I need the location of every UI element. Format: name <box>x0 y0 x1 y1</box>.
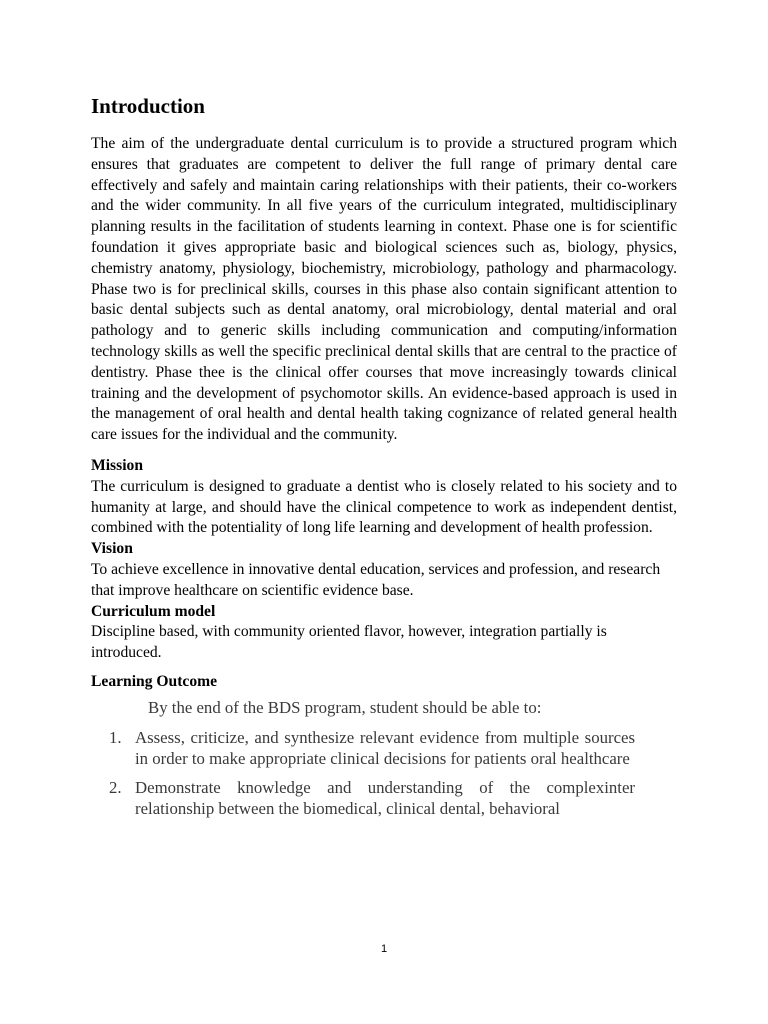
curriculum-model-text: Discipline based, with community oriented flavor, however, integration partially is introduced. <box>91 623 607 662</box>
curriculum-model-heading: Curriculum model <box>91 602 216 620</box>
document-page <box>91 92 677 827</box>
list-item-number: 2. <box>109 777 122 797</box>
vision-heading: Vision <box>91 540 133 558</box>
learning-outcome-intro: By the end of the BDS program, student should be able to: <box>148 697 542 717</box>
page-title: Introduction <box>91 94 205 118</box>
learning-outcome-list <box>91 727 677 819</box>
learning-outcome-heading: Learning Outcome <box>91 672 218 690</box>
list-item-text: Demonstrate knowledge and understanding of the complexinter relationship between the biomedical, clinical dental, behavioral <box>135 777 635 818</box>
page-number: 1 <box>380 943 388 955</box>
intro-paragraph: The aim of the undergraduate dental curriculum is to provide a structured program which ensures that graduates are competent to deliver the full range of primary dental care effectively and safely and maintain caring relationships with their patients, their co-workers and the wider community. In all five years of the curriculum integrated, multidisciplinary planning results in the facilitation of students learning in context. Phase one is for scientific foundation it gives appropriate basic and biological sciences such as, biology, physics, chemistry anatomy, physiology, biochemistry, microbiology, pathology and pharmacology. Phase two is for preclinical skills, courses in this phase also contain significant attention to basic dental subjects such as dental anatomy, oral microbiology, dental material and oral pathology and to generic skills including communication and computing/information technology skills as well the specific preclinical dental skills that are central to the practice of dentistry. Phase thee is the clinical offer courses that move increasingly towards clinical training and the development of psychomotor skills. An evidence-based approach is used in the management of oral health and dental health taking cognizance of related general health care issues for the individual and the community. <box>91 135 677 444</box>
list-item-text: Assess, criticize, and synthesize relevant evidence from multiple sources in order to make appropriate clinical decisions for patients oral healthcare <box>135 727 635 768</box>
mission-heading: Mission <box>91 456 143 474</box>
list-item <box>91 727 635 769</box>
list-item-number: 1. <box>109 727 122 747</box>
list-item <box>91 777 635 819</box>
vision-text: To achieve excellence in innovative dental education, services and profession, and research that improve healthcare on scientific evidence base. <box>91 560 661 599</box>
mission-text: The curriculum is designed to graduate a dentist who is closely related to his society and to humanity at large, and should have the clinical competence to work as independent dentist, combined with the potentiality of long life learning and development of health profession. <box>91 477 677 537</box>
